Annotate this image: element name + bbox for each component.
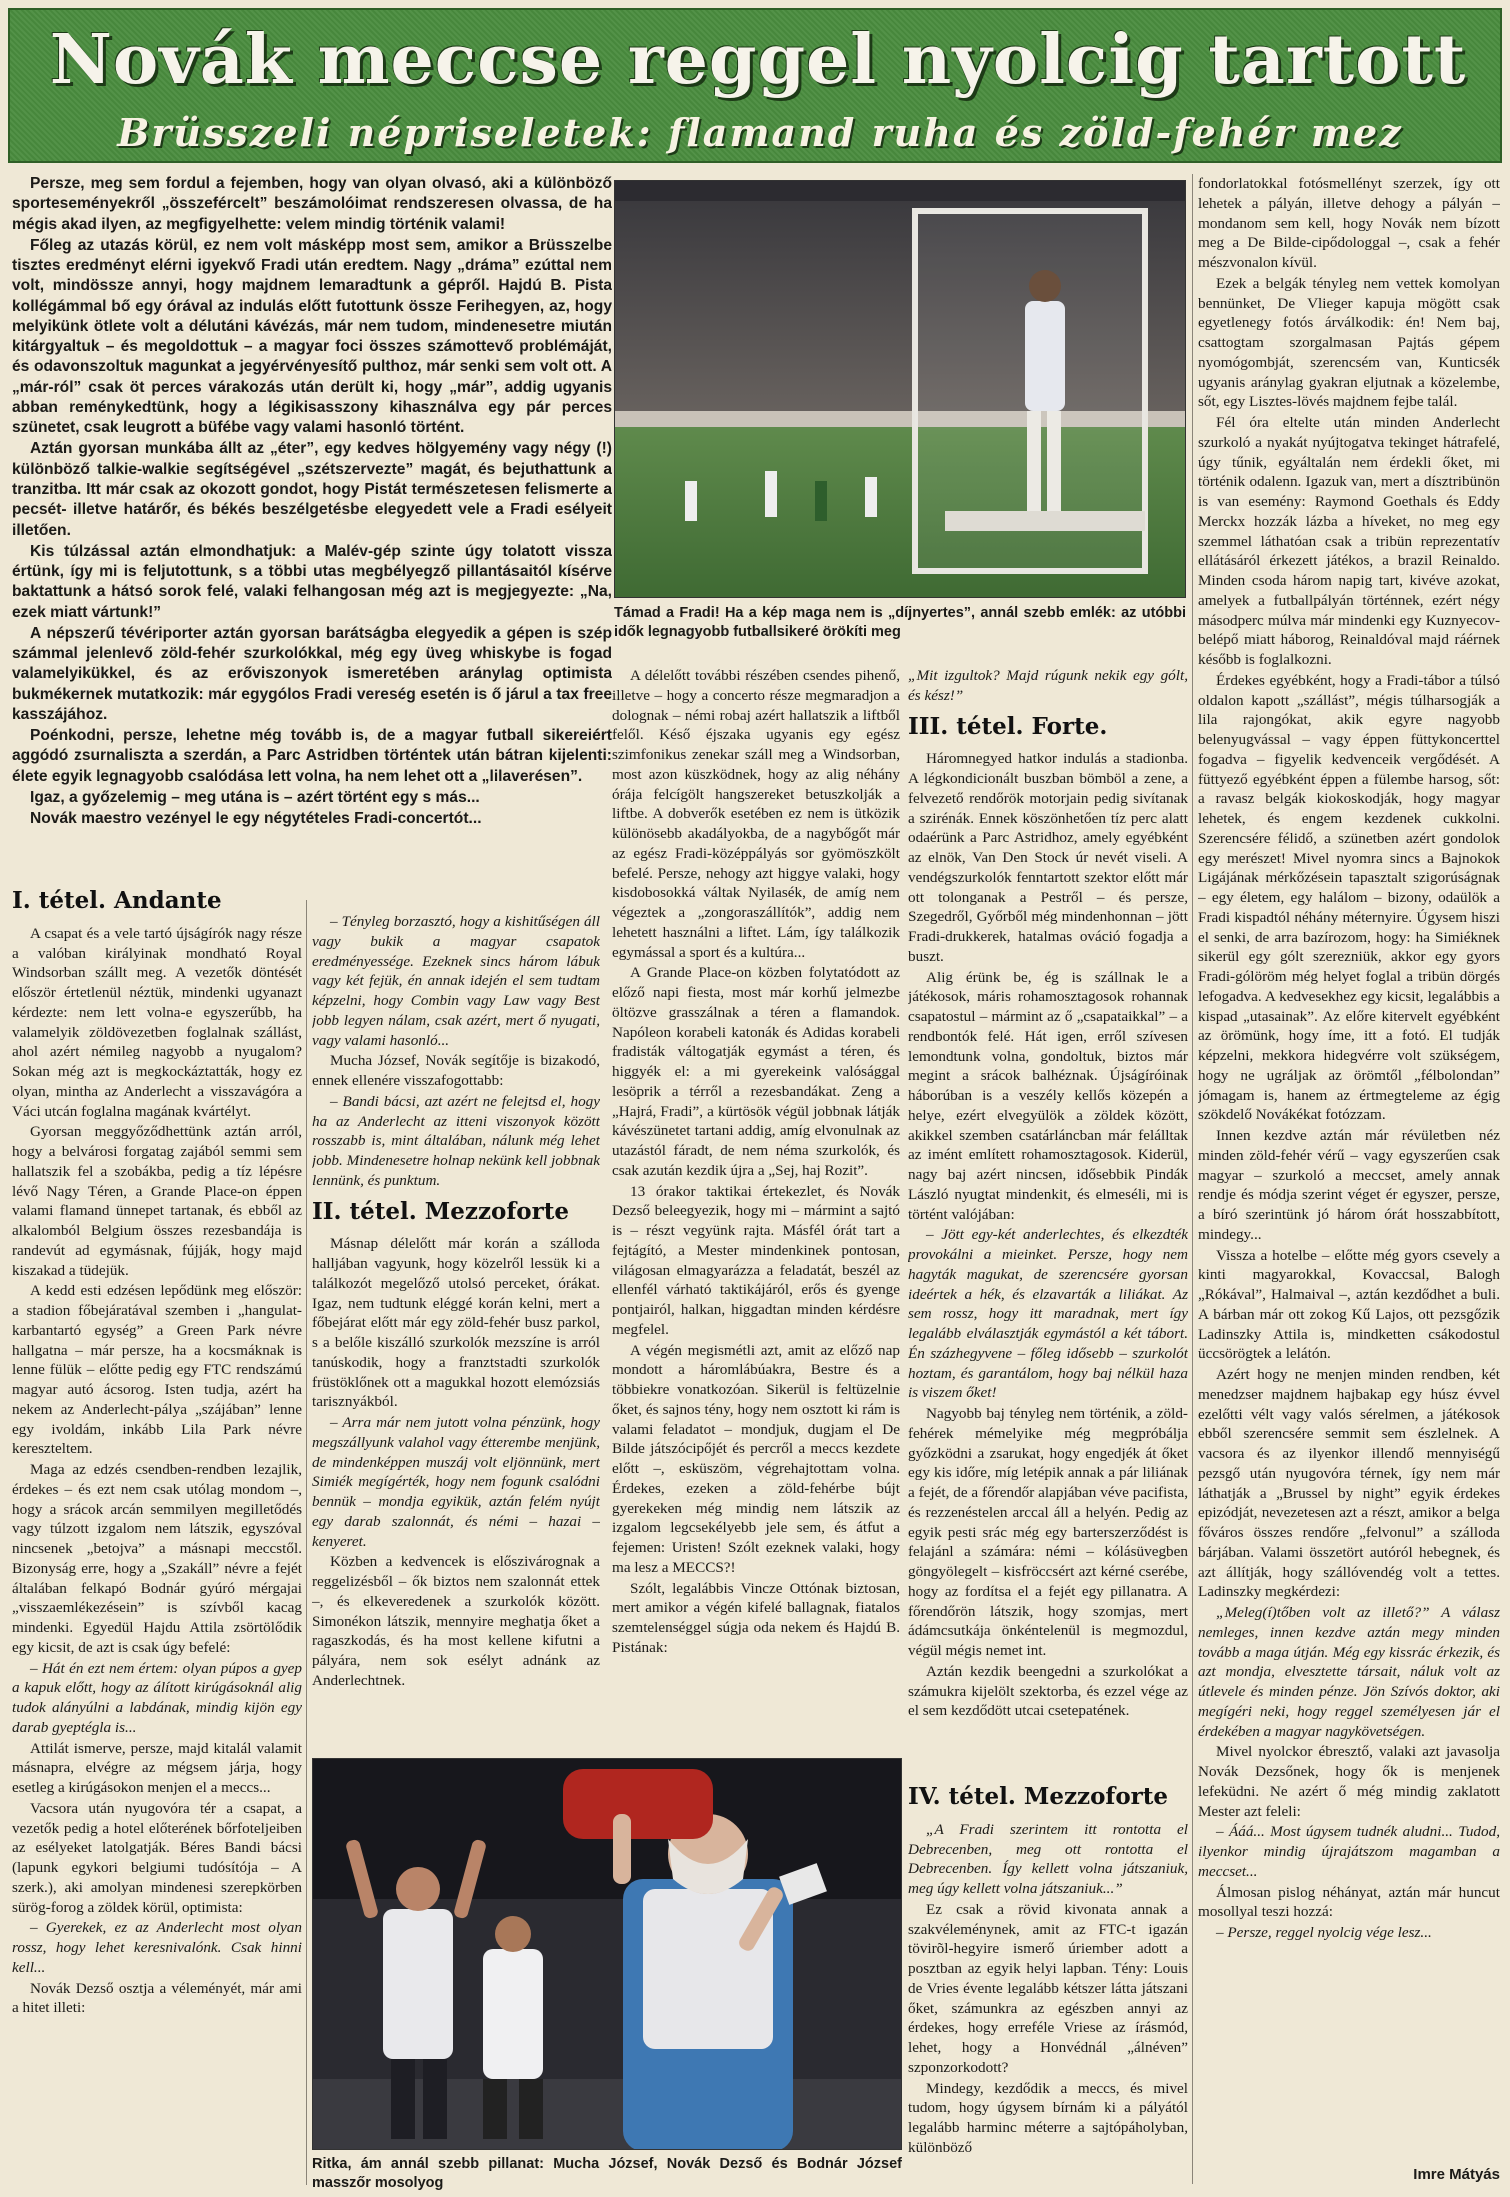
paragraph: Maga az edzés csendben-rendben lezajlik, érdekes – és ezt nem csak utólag mondom –, hogy a srácok arcán semmilyen megilletődés vagy túlzott izgalom nem látszik, egyszóval nincsenek „betojva” a másnapi meccstől. Bizonyság erre, hogy a „Szakáll” névre a fejét általában felkapó Bodnár gyúró mérgajai „visszaemlékezésein” is szívből kacag mindenki. Egyedül Hajdu Attila zsörtölődik egy kicsit, de azt is csak úgy befelé: xyxy=(12,1461,302,1656)
paragraph: Mivel nyolckor ébresztő, valaki azt javasolja Novák Dezsőnek, hogy ők is menjenek lefeküdni. Ne azért ő még mindig zaklatott Mester azt feleli: xyxy=(1198,1743,1500,1820)
paragraph: Ezek a belgák tényleg nem vettek komolyan bennünket, De Vlieger kapuja mögött csak egyetlenegy fotós árválkodik: én! Nem baj, csattogtam szorgalmasan Pajtás gépem nyomógombját, szerencsém van, Kunticsék ugyanis aránylag gyakran eljutnak a közelembe, sőt, egy Lisztes-lövés majdnem fejbe talál. xyxy=(1198,274,1500,411)
paragraph: – Hát én ezt nem értem: olyan púpos a gyep a kapuk előtt, hogy az álított kirúgásoknál alig tudok alányúlni a labdának, mindig kijön egy darab gyeptégla is... xyxy=(12,1659,302,1736)
author-byline: Imre Mátyás xyxy=(1413,2166,1500,2183)
column-2 xyxy=(312,912,600,1732)
stadium-photo-image xyxy=(615,181,1186,598)
paragraph: „Meleg(í)tőben volt az illető?” A válasz nemleges, innen kezdve aztán megy minden tovább a maga útján. Még egy kissrác érkezik, és azt mondja, elvesztette társait, náluk volt az útlevele és minden pénze. Jön Szívós doktor, aki megígéri neki, hogy reggel személyesen jár el érdekében a magyar nagykövetségen. xyxy=(1198,1604,1500,1740)
paragraph: Mindegy, kezdődik a meccs, és mivel tudom, hogy úgysem bírnám ki a pályától legalább harminc méterre a sajtópáholyban, különböző xyxy=(908,2079,1188,2156)
paragraph: „A Fradi szerintem itt rontotta el Debrecenben, meg ott rontotta el Debrecenben. Így kellett volna játszaniuk, meg úgy kellett volna játszaniuk...” xyxy=(908,1820,1188,1898)
paragraph: Vacsora után nyugovóra tér a csapat, a vezetők pedig a hotel előterének bőrfoteljeiben az esélyeket latolgatják. Béres Bandi bácsi (lapunk egykori belgiumi tudósítója – A szerk.), aki amolyan mindenesi szerepkörben sürög-forog a zöldek körül, optimista: xyxy=(12,1799,302,1916)
paragraph: – Gyerekek, ez az Anderlecht most olyan rossz, hogy lehet keresnivalónk. Csak hinni kell... xyxy=(12,1919,302,1976)
column-5 xyxy=(1198,174,1500,2164)
lead-paragraph: Poénkodni, persze, lehetne még tovább is, de a magyar futball sikereiért aggódó zsurnaliszta a szerdán, a Parc Astridben történtek után bátran kijelenti: élete egyik legnagyobb csalódása lett volna, ha nem lehet ott a „lilaverésen”. xyxy=(12,727,612,785)
paragraph: Novák Dezső osztja a véleményét, már ami a hitet illeti: xyxy=(12,1979,302,2017)
column-rule xyxy=(1192,174,1193,2184)
paragraph: Innen kezdve aztán már révületben néz minden zöld-fehér vérű – vagy egyszerűen csak magyar – szurkoló a meccset, amely annak rendje és módja szerint véget ér egyszer, persze, a bíró szerintünk jó három órát hosszabbított, mindegy... xyxy=(1198,1127,1500,1243)
masthead xyxy=(8,8,1502,163)
lead-paragraph: Persze, meg sem fordul a fejemben, hogy van olyan olvasó, aki a különböző sporteseményekről „összefércelt” beszámolóimat rendszeresen olvassa, de ha mégis akad ilyen, az megfigyelhette: velem mindig történik valami! xyxy=(12,175,612,233)
paragraph: Érdekes egyébként, hogy a Fradi-tábor a túlsó oldalon kapott „szállást”, mégis túlharsogják a lila rajongókat, akik egyre nagyobb belenyugvással – vagy éppen füttykoncerttel fogadva – figyelik kedvenceik vergődését. A füttyező egyébként éppen a fülembe harsog, sőt: a ravasz belgák kiokoskodják, hogy magyar lehetek, és engem kezdenek cukkolni. Szerencsére félidő, a szünetben azért gondolok egy merészet! Mivel nyomra sincs a Bajnokok Ligájának mérkőzésein tapasztalt szigorúságnak – egy életem, egy halálom – bizony, odaülök a Fradi kispadtól néhány méternyire. Úgysem hiszi el senki, de arra bazírozom, hogy: ha Simiéknek sikerül egy gólt szerezniük, akkor egy gyors Fradi-gólöröm még helyet foglal a tribün dörgés lefogadva. A kedvesekhez egy kicsit, legalábbis a kispad „utasainak”. Az előre kitervelt egyébként az örömünk, hogy íme, itt a fotó. El tudják képzelni, mekkora hidegvérre volt szükségem, hogy ne ugráljak az örömtől „félbolondan” jómagam is, hanem az értmegteleme az égig szökdelő Novákékat fotózzam. xyxy=(1198,671,1500,1124)
paragraph: Álmosan pislog néhányat, aztán már huncut mosollyal teszi hozzá: xyxy=(1198,1883,1500,1921)
column-1 xyxy=(12,880,302,2185)
subheadline: Brüsszeli népriseletek: flamand ruha és zöld-fehér mez xyxy=(117,110,1403,155)
paragraph: Azért hogy ne menjen minden rendben, két menedzser majdnem hajbakap egy húsz évvel ezelőtti vélt vagy valós sérelmen, a játékosok ebből szerencsére semmit sem észlelnek. A vacsora és az ilyenkor illendő mennyiségű pezsgő után nyugovóra térnek, így nem már láthatják a „Brussel by night” egyik érdekes epizódját, nevezetesen azt a részt, amikor a belga főváros összes rendőre „felvonul” a szálloda bárjában. Valami összetört autóról hebegnek, és azt állítják, hogy szállóvendég volt a tettes. Ladinszky megkérdezi: xyxy=(1198,1366,1500,1601)
paragraph: – Arra már nem jutott volna pénzünk, hogy megszállyunk valahol vagy étterembe menjünk, de mindenképpen muszáj volt eljönnünk, mert Simiék megígérték, hogy nem fogunk csalódni bennük – mondja egyikük, aztán felém nyújt egy darab szalonnát, és némi – hazai – kenyeret. xyxy=(312,1414,600,1550)
paragraph: – Persze, reggel nyolcig vége lesz... xyxy=(1216,1924,1432,1941)
paragraph: A csapat és a vele tartó újságírók nagy része a valóban királyinak mondható Royal Windsorban szállt meg. A vezetők döntését először értetlenül néztük, mindenki ugyanazt kérdezte: nem lett volna-e egyszerűbb, ha valamelyik zöldövezetben foglalnak szállást, ahol azért némileg nagyobb a nyugalom? Sokan még azt is megkockáztatták, hogy ez olyan, mintha az Anderlecht a visszavágóra a Váci utcán foglalna magának kvártélyt. xyxy=(12,924,302,1120)
lead-paragraph: Kis túlzással aztán elmondhatjuk: a Malév-gép szinte úgy tolatott vissza értünk, így mi is feljutottunk, s a többi utas megbélyegző pillantásaitól kísérve baktattunk a hátsó sorok felé, valaki felhangosan még azt is megjegyezte: „Na, ezek miatt vártunk!” xyxy=(12,542,612,621)
paragraph: – Ááá... Most úgysem tudnék aludni... Tudod, ilyenkor mindig újrajátszom magamban a meccset... xyxy=(1198,1823,1500,1880)
paragraph: Mucha József, Novák segítője is bizakodó, ennek ellenére visszafogottabb: xyxy=(312,1052,600,1089)
paragraph: Másnap délelőtt már korán a szálloda halljában vagyunk, hogy közelről lessük ki a találkozót megelőző utolsó perceket, órákat. Igaz, nem tudtunk eléggé korán kelni, mert a főbejárat előtt már egy zöld-fehér busz parkol, s a belőle kiszálló szurkolók mezszíne is arról tanúskodik, hogy a franztstadti szurkolók früstöklőnek ott a magukkal hozott elemózsiás tarisznyákból. xyxy=(312,1235,600,1411)
lead-paragraph: Főleg az utazás körül, ez nem volt másképp most sem, amikor a Brüsszelbe tisztes eredményt elérni igyekvő Fradi után eredtem. Nagy „dráma” ezúttal nem volt, mindössze annyi, hogy majdnem lemaradtunk a gépről. Hajdú B. Pista kollégámmal bő egy órával az indulás előtt futottunk össze Ferihegyen, az, hogy melyikünk ötlete volt a délutáni kávézás, már nem tudom, mindenesetre miután kitárgyaltuk – és megoldottuk – a magyar foci összes számottevő problémáját, és odavonszoltuk magunkat a jegyérvényesítő pulthoz, már senki sem volt ott. A „már-ról” csak öt perces várakozás után derült ki, hogy „már”, addig ugyanis abban reménykedtünk, hogy a légikisasszony kihasználva egy pár perces szünetet, csak leugrott a büfébe vagy valami hasonló történt. xyxy=(12,236,612,437)
top-photo-caption: Támad a Fradi! Ha a kép maga nem is „díjnyertes”, annál szebb emlék: az utóbbi idők legnagyobb futballsikeré örökíti meg xyxy=(614,605,1186,640)
paragraph: fondorlatokkal fotósmellényt szerzek, így ott lehetek a pályán, illetve dehogy a pályán – mondanom sem kell, hogy Novák nem bízott meg a De Bilde-cipődologgal –, csak a fehér mészvonalon kívül. xyxy=(1198,175,1500,271)
lead-paragraph: Aztán gyorsan munkába állt az „éter”, egy kedves hölgyemény vagy négy (!) különböző talkie-walkie segítségével „szétszervezte” magát, és bejuthattunk a tranzitba. Itt már csak az okozott gondot, hogy Pistát természetesen felismerte a pecsét- illetve határőr, és békés beszélgetésbe elegyedett vele a Fradi esélyeit illetően. xyxy=(12,440,612,539)
paragraph: „Mit izgultok? Majd rúgunk nekik egy gólt, és kész!” xyxy=(908,667,1188,704)
section-title-mezzoforte-1: II. tétel. Mezzoforte xyxy=(312,1197,569,1225)
paragraph: A délelőtt további részében csendes pihenő, illetve – hogy a concerto része megmaradjon a dolognak – némi robaj azért hallatszik a liftből felől. Késő éjszaka ugyanis egy egész szimfonikus zenekar száll meg a Windsorban, most azon küszködnek, hogy az alig néhány órája felcígölt hangszereket betuszkolják a liftbe. A dobverők esetében ez nem is ütközik különösebb akadályokba, de a nagybőgőt már az egész Fradi-középpályás sor gyömöszkölt befelé. Persze, nehogy azt higgye valaki, hogy kisdobosokká váltak Nyilasék, de amíg nem végeztek a „zongoraszállítók”, addig nem lehetett használni a liftet. Lám, így találkozik egymással a sport és a kultúra... xyxy=(612,667,900,961)
lead-paragraph: A népszerű tévériporter aztán gyorsan barátságba elegyedik a gépen is szép számmal jelenlevő zöld-fehér szurkolókkal, még egy üveg whiskybe is fogad valamelyikükkel, és az erőviszonyok ismeretében aránylag optimista bukmékernek mutatkozik: már egygólos Fradi vereség esetén is ő járul a tax free kasszájához. xyxy=(12,624,612,723)
paragraph: Fél óra eltelte után minden Anderlecht szurkoló a nyakát nyújtogatva tekinget hátrafelé, úgy tűnik, egyáltalán nem érdekli őket, mi történik odalenn. Igazuk van, mert a dísztribünön is van esemény: Raymond Goethals és Eddy Merckx hozzák lázba a híveket, no meg egy szemmel láthatóan csak a tribün reprezentatív ellátásáról érkezett játékos, a brazil Reinaldo. Minden csoda három napig tart, kivéve azokat, amelyek a futballpályán történnek, ezért négy másodperc múlva már mindenki egy Kuznyecov-belépő miatt háborog, Reinaldóval majd ráérnek később is foglalkozni. xyxy=(1198,414,1500,668)
paragraph: Attilát ismerve, persze, majd kitalál valamit másnapra, elvégre az mégsem járja, hogy esetleg a kirúgásokon menjen el a meccs... xyxy=(12,1739,302,1797)
paragraph: Vissza a hotelbe – előtte még gyors csevely a kinti magyarokkal, Kovaccsal, Balogh „Rókával”, Halmaival –, aztán kezdődhet a buli. A bárban már ott zokog Kű Lajos, ott pezsgőzik Ladinszky Attila is, mindketten csákodostul üccsörögtek a lelátón. xyxy=(1198,1246,1500,1363)
celebration-photo xyxy=(312,1758,902,2150)
paragraph: – Tényleg borzasztó, hogy a kishitűségen áll vagy bukik a magyar csapatok eredményessége. Ezeknek sincs három lábuk vagy két fejük, én annak idején el sem tudtam képzelni, hogy Combin vagy Law vagy Best jobb legyen nálam, csak azért, mert ő nyugati, vagy valami hasonló... xyxy=(312,913,600,1049)
paragraph: Háromnegyed hatkor indulás a stadionba. A légkondicionált buszban bömböl a zene, a felvezető rendőrök motorjain pedig sivítanak a szirénák. Ennek köszönhetően tíz perc alatt odaérünk a Parc Astridhoz, amely egyébként az elnök, Van Den Stock úr nevét viseli. A vendégszurkolók fenntartott szektor előtt már ott tolonganak a Pestről – és persze, Szegedről, Győrből még mindenhonnan – jött Fradi-drukkerek, hatalmas ováció fogadja a buszt. xyxy=(908,750,1188,965)
section-title-forte: III. tétel. Forte. xyxy=(908,712,1108,740)
lead-paragraph: Igaz, a győzelemig – meg utána is – azért történt egy s más... xyxy=(30,788,480,806)
paragraph: A Grande Place-on közben folytatódott az előző napi fiesta, most már korhű jelmezbe öltözve grasszálnak a téren a flamandok. Napóleon korabeli katonák és Adidas korabeli fradisták váltogatják egymást a téren, és higgyék el: a mi gyerekeink valósággal lesöprik a térről a rezesbandákat. Zeng a „Hajrá, Fradi”, a kürtösök végül jobbnak látják kávészünetet tartani addig, amíg elvonulnak az utazástól fáradt, de nem néma szurkolók, és csak azután kezdik újra a „Sej, haj Rozit”. xyxy=(612,964,900,1179)
column-3 xyxy=(612,666,900,1766)
column-rule xyxy=(306,900,307,2185)
paragraph: Szólt, legalábbis Vincze Ottónak biztosan, mert amikor a végén kifelé ballagnak, fiatalos szemtelenséggel súgja oda nekem és Hajdú B. Pistának: xyxy=(612,1579,900,1656)
paragraph: Alig érünk be, ég is szállnak le a játékosok, máris rohamosztagosok rohannak csapatostul – mármint az ő „csapataikkal” – a rendbontók felé. Hát igen, erről szívesen lemondtunk volna, gondoltuk, biztos már megint a srácok balhéznak. Újságíróinak háborúban is a veszély kellős közepén a helye, ezért elvegyülök a zöldek között, akikkel szemben csatárláncban már felálltak az imént említett rohamosztagosok. Kiderül, nagy baj azért nincsen, idősebbik Pindák László nyugtat mindenkit, és elmeséli, mi is történt valójában: xyxy=(908,968,1188,1223)
paragraph: Gyorsan meggyőződhettünk aztán arról, hogy a belvárosi forgatag zajából semmi sem hallatszik fel a szobákba, pedig a tíz lépésre lévő Nagy Téren, a Grande Place-on éppen valami flamand ünnepet tartanak, és ebből az alkalomból Belgium összes rezesbandája is randevút ad egymásnak, fújják, hogy majd kiszakad a tüdejük. xyxy=(12,1123,302,1279)
paragraph: A végén megismétli azt, amit az előző nap mondott a háromlábúakra, Bestre és a többiekre vonatkozóan. Sikerül is feltüzelnie őket, és sajnos tény, hogy nem osztott ki rám is valami feladatot – mondjuk, dugjam el De Bilde játszócipőjét és percről a meccs kezdete előtt –, esküszöm, végrehajtottam volna. Érdekes, ezeken a zöld-fehérbe bújt gyerekeken még mindig nem látszik az izgalom legcsekélyebb jele sem, és átfut a fejemen: Uristen! Szólt ezeknek valaki, hogy ma lesz a MECCS?! xyxy=(612,1341,900,1576)
celebration-photo-image xyxy=(313,1759,902,2150)
section-title-andante: I. tétel. Andante xyxy=(12,887,222,914)
stadium-photo xyxy=(614,180,1186,598)
column-4-lower xyxy=(908,1776,1188,2186)
paragraph: Ez csak a rövid kivonata annak a szakvéleménynek, amit az FTC-t igazán tövirõl-hegyire ismerő úriember adott a posztban az egyik helyi lapban. Tény: Louis de Vries évente legalább kétszer látta játszani őket, számunkra az egészben annyi az érdekes, hogy erreféle Vriese az írásmód, lehet, hogy a Honvédnál „álnéven” szponzorkodott? xyxy=(908,1900,1188,2076)
paragraph: – Jött egy-két anderlechtes, és elkezdték provokálni a mieinket. Persze, hogy nem hagyták magukat, de szerencsére gyorsan ideértek a hék, és elzavarták a liliákat. Az sem rossz, hogy itt maradnak, mert így legalább elválasztják egymástól a két tábort. Én százhegyvene – főleg idősebb – szurkolót hoztam, és garantálom, hogy baj nélkül haza is viszem őket! xyxy=(908,1226,1188,1402)
paragraph: – Bandi bácsi, azt azért ne felejtsd el, hogy ha az Anderlecht az itteni viszonyok között rosszabb is, mint általában, nálunk még lehet jobb. Mindenesetre holnap nekünk kell jobbnak lennünk, és punktum. xyxy=(312,1092,600,1189)
paragraph: 13 órakor taktikai értekezlet, és Novák Dezső beleegyezik, hogy mi – mármint a sajtó is – részt vegyünk rajta. Másfél órát tart a fejtágító, a Mester mindenkinek pontosan, világosan elmagyarázza a feladatát, beszél az ellenfél várható taktikájáról, erős és gyenge pontjairól, halkan, higgadtan minden kérdésre megfelel. xyxy=(612,1182,900,1338)
paragraph: A kedd esti edzésen lepődünk meg először: a stadion főbejáratával szemben i „hangulat-karbantartó egység” a Green Park névre hallgatna – már persze, ha a kocsmáknak is lenne fülük – előtte pedig egy FTC rendszámú magyar autó ácsorog. Isten tudja, azért ha nekem az Anderlecht-pálya „szájában” lenne egy ivoldám, inkább Lila Park névre kereszteltem. xyxy=(12,1282,302,1458)
column-4 xyxy=(908,666,1188,1766)
bottom-photo-caption: Ritka, ám annál szebb pillanat: Mucha József, Novák Dezső és Bodnár József masszőr mosolyog xyxy=(312,2156,902,2191)
paragraph: Aztán kezdik beengedni a szurkolókat a számukra kijelölt szektorba, és ezzel vége az el sem kezdődött utcai csetepatének. xyxy=(908,1662,1188,1720)
paragraph: Nagyobb baj tényleg nem történik, a zöld-fehérek mémelyike még megpróbálja győzködni a zsarukat, hogy engedjék át őket egy kis időre, míg letépik annak a pár liliának a fejét, de a főrendőr alapjában véve pacifista, és rezzenéstelen arccal áll a helyén. Pedig az egyik pesti srác még egy barterszerződést is felajánl a számára: némi – kólásüvegben göngyölegelt – kisfröccsért azt kérné cserébe, hogy az fordítsa el a fejét egy pillanatra. A főrendőrön látszik, hogy szomjas, mert ádámcsutkája önkéntelenül is megmozdul, végül mégis nemet int. xyxy=(908,1405,1188,1660)
section-title-mezzoforte-2: IV. tétel. Mezzoforte xyxy=(908,1783,1169,1810)
lead-text xyxy=(12,174,612,896)
paragraph: Közben a kedvencek is előszivárognak a reggelizésből – ők biztos nem szalonnát ettek –, és elkeveredenek a szurkolók között. Simonékon látszik, mennyire meghatja őket a ragaszkodás, és ha most kellene kifutni a pályára, nem sok esélyt adnánk az Anderlechtnek. xyxy=(312,1553,600,1689)
lead-paragraph: Novák maestro vezényel le egy négytételes Fradi-concertót... xyxy=(30,810,482,828)
headline: Novák meccse reggel nyolcig tartott xyxy=(49,20,1467,100)
